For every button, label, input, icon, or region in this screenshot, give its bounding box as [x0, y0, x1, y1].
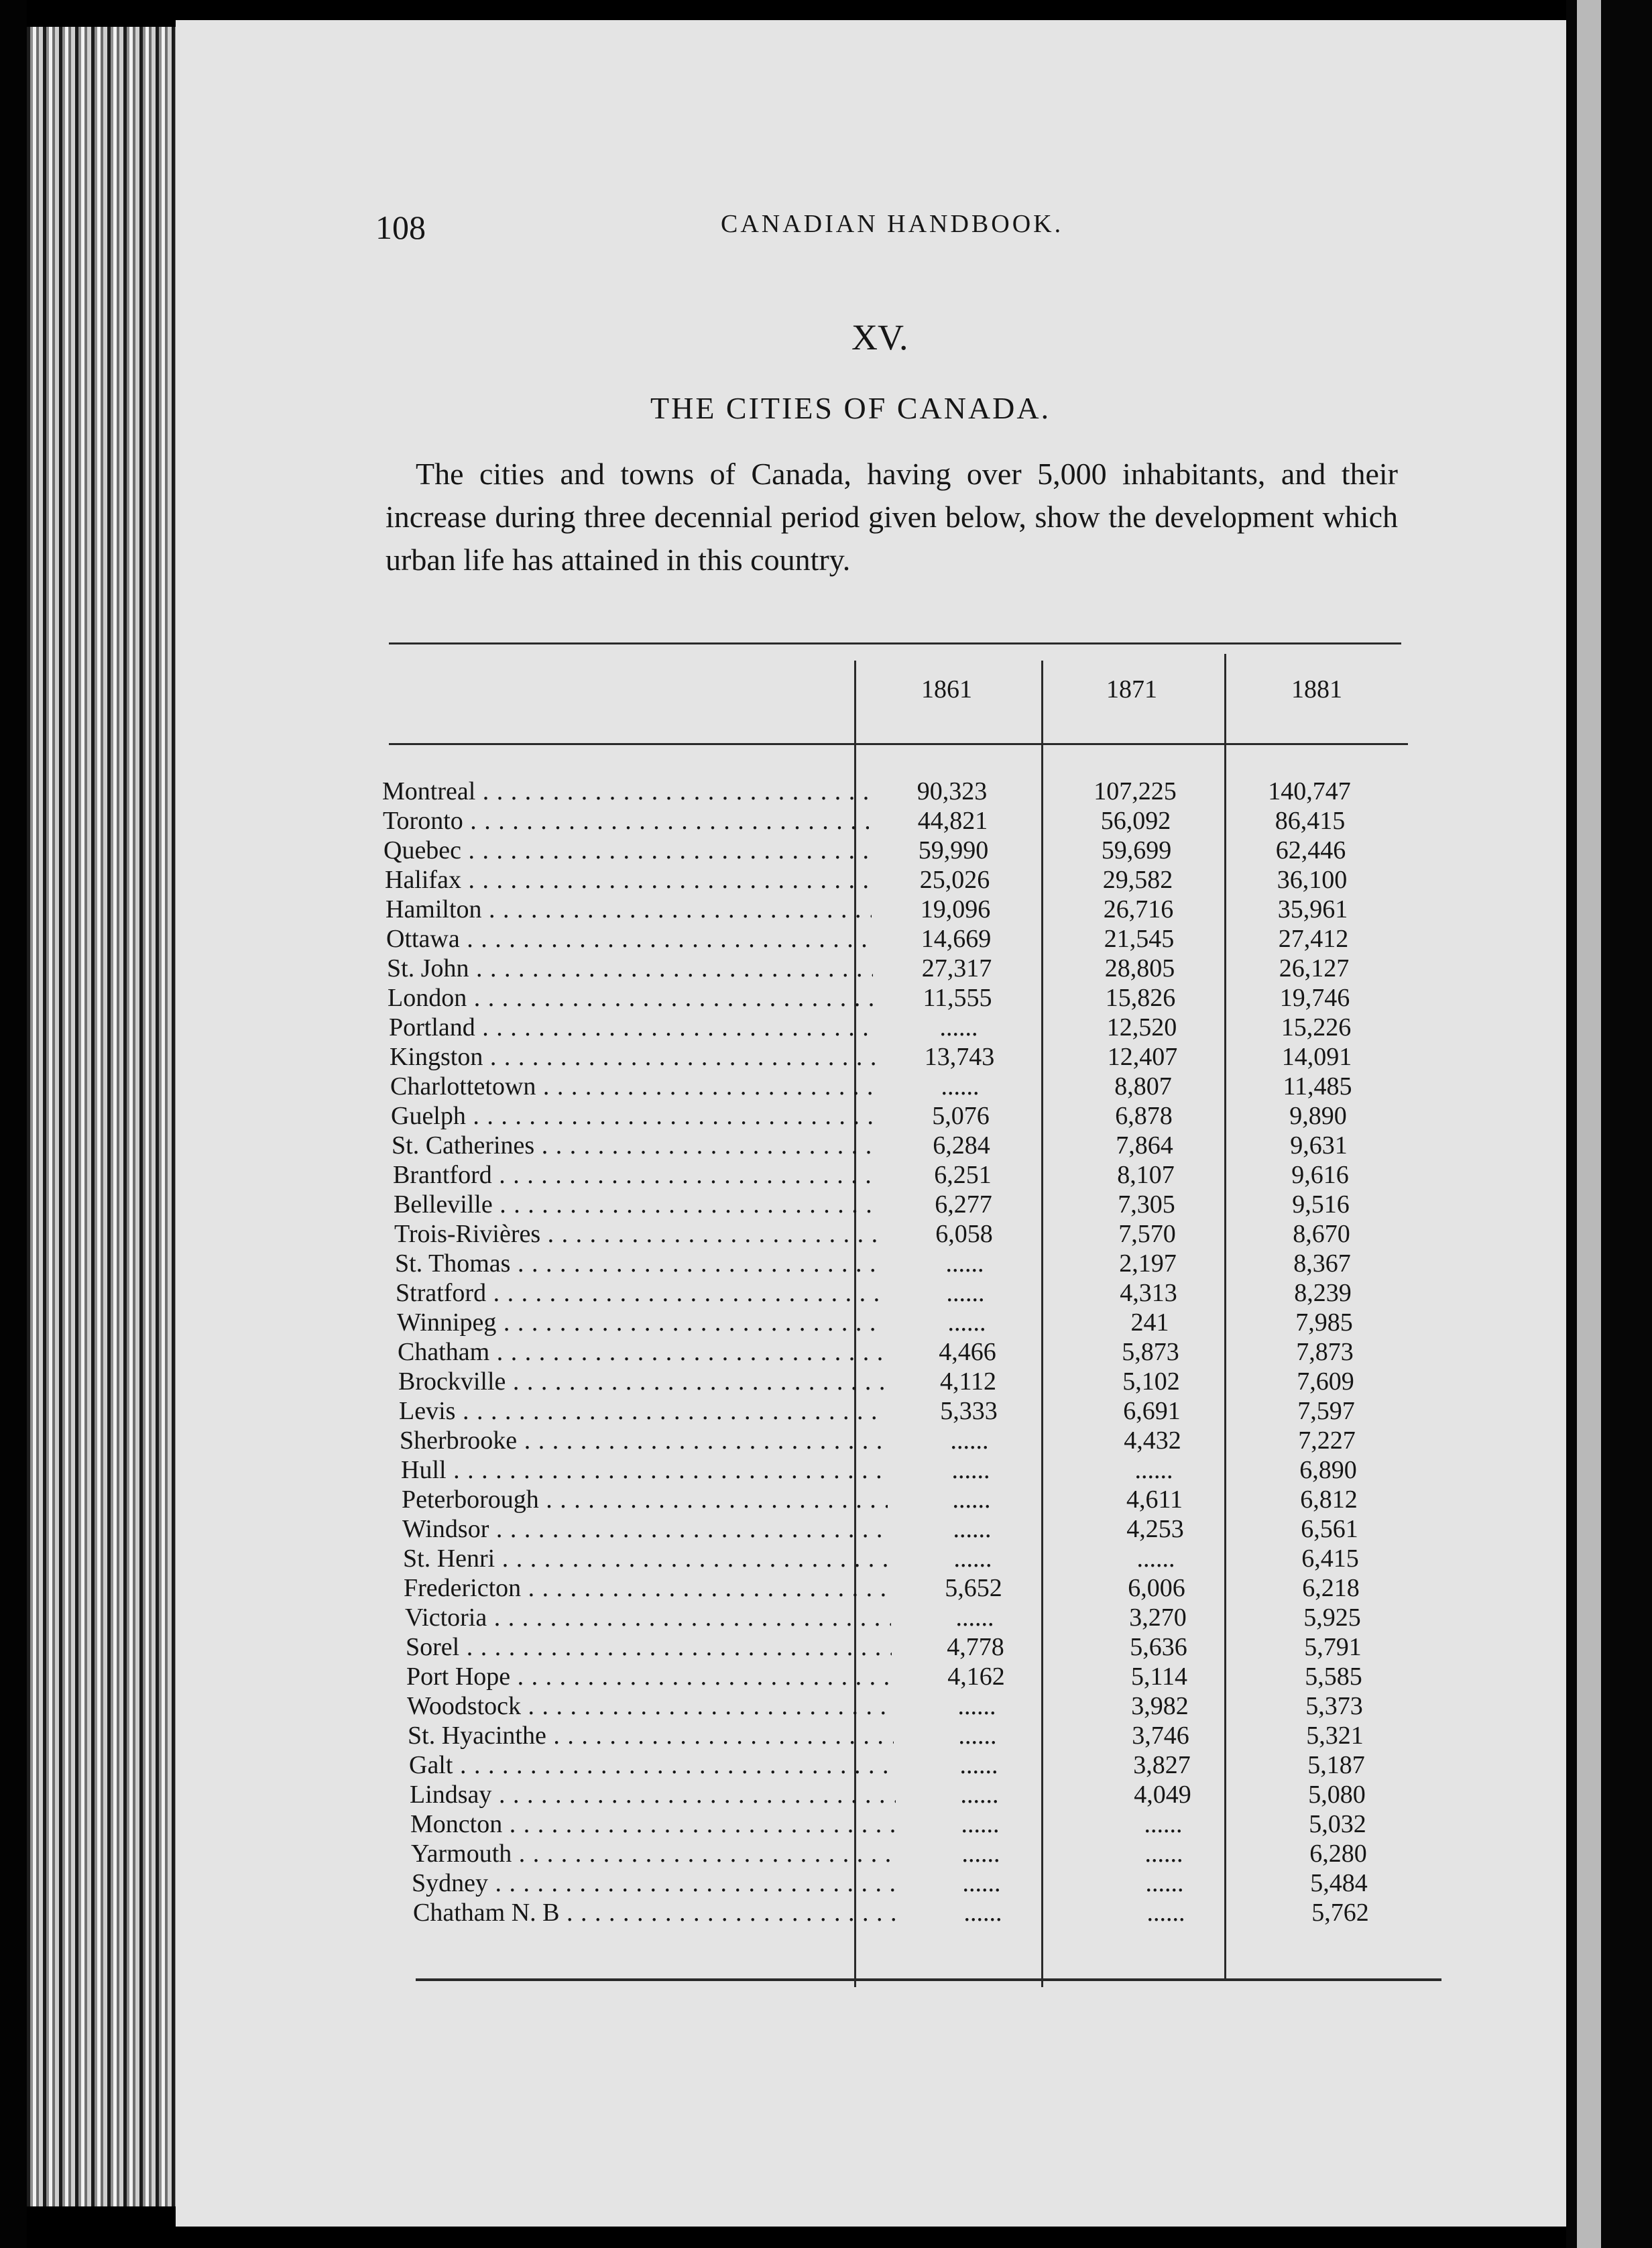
table-row	[407, 1691, 1455, 1721]
value-1881: 8,367	[1293, 1249, 1351, 1278]
table-row	[393, 1160, 1455, 1190]
city-name: Port Hope . . .	[406, 1662, 892, 1691]
value-1881: 5,321	[1306, 1722, 1364, 1750]
value-1871: 4,432	[1124, 1426, 1181, 1455]
value-1871: 5,114	[1130, 1663, 1188, 1691]
city-name: Peterborough . . .	[402, 1485, 888, 1514]
value-1871: 7,864	[1116, 1131, 1173, 1160]
value-1871: 3,746	[1132, 1722, 1189, 1750]
value-1871: ......	[1144, 1840, 1183, 1868]
section-title: THE CITIES OF CANADA.	[650, 391, 1051, 425]
value-1881: 6,561	[1301, 1515, 1358, 1543]
value-1871: 3,982	[1131, 1692, 1189, 1720]
value-1881: 9,890	[1289, 1102, 1347, 1130]
city-name: Charlottetown . . .	[390, 1072, 876, 1101]
table-row	[388, 983, 1455, 1013]
value-1881: 7,873	[1296, 1338, 1354, 1366]
value-1881: 35,961	[1277, 895, 1348, 923]
page-number: 108	[375, 209, 426, 246]
city-name: Hamilton . . .	[386, 895, 872, 924]
city-name: St. Catherines . . .	[392, 1131, 878, 1160]
city-name: Winnipeg . . .	[397, 1308, 883, 1337]
value-1871: 6,691	[1123, 1397, 1181, 1425]
value-1871: 107,225	[1094, 777, 1177, 805]
value-1871: ......	[1145, 1869, 1184, 1897]
value-1861: 6,251	[934, 1161, 992, 1189]
value-1871: 59,699	[1101, 836, 1172, 864]
city-name: Stratford . . .	[396, 1278, 882, 1308]
city-name: St. Thomas . . .	[395, 1249, 881, 1278]
value-1861: ......	[963, 1899, 1002, 1927]
value-1871: 2,197	[1119, 1249, 1177, 1278]
column-header-1861: 1861	[921, 675, 972, 704]
value-1871: 12,407	[1107, 1043, 1178, 1071]
value-1881: 5,484	[1310, 1869, 1368, 1897]
table-row	[412, 1868, 1455, 1898]
table-row	[386, 895, 1455, 924]
value-1881: 7,985	[1295, 1308, 1353, 1337]
city-name: Victoria . . .	[405, 1603, 891, 1632]
city-name: Montreal . . .	[382, 777, 868, 806]
table-row	[394, 1190, 1455, 1219]
value-1881: 5,585	[1305, 1663, 1362, 1691]
value-1881: 6,890	[1299, 1456, 1357, 1484]
value-1881: 5,791	[1304, 1633, 1362, 1661]
value-1861: 4,778	[947, 1633, 1004, 1661]
value-1861: 5,652	[945, 1574, 1002, 1602]
table-row	[406, 1662, 1455, 1691]
value-1861: ......	[945, 1249, 984, 1278]
value-1871: 29,582	[1102, 866, 1173, 894]
value-1861: ......	[959, 1751, 998, 1779]
value-1881: 5,925	[1303, 1604, 1361, 1632]
city-name: Galt . . .	[409, 1750, 895, 1780]
table-row	[404, 1573, 1455, 1603]
value-1881: 62,446	[1275, 836, 1346, 864]
value-1861: 4,162	[947, 1663, 1005, 1691]
city-name: Moncton . . .	[410, 1809, 896, 1839]
value-1861: 90,323	[917, 777, 988, 805]
table-row	[402, 1514, 1455, 1544]
value-1881: 86,415	[1275, 807, 1346, 835]
value-1861: ......	[960, 1781, 999, 1809]
value-1871: 12,520	[1106, 1013, 1177, 1042]
table-row	[386, 924, 1455, 954]
city-name: Toronto . . .	[383, 806, 869, 836]
value-1861: 6,277	[935, 1190, 992, 1219]
value-1881: 9,616	[1291, 1161, 1349, 1189]
table-row	[390, 1042, 1455, 1072]
table-row	[383, 806, 1455, 836]
value-1861: ......	[958, 1722, 997, 1750]
table-row	[408, 1721, 1455, 1750]
table-row	[405, 1603, 1455, 1632]
value-1861: 4,466	[939, 1338, 996, 1366]
value-1881: 27,412	[1278, 925, 1349, 953]
city-name: Portland . . .	[389, 1013, 875, 1042]
value-1871: 26,716	[1103, 895, 1174, 923]
city-name: Guelph . . .	[391, 1101, 877, 1131]
value-1861: ......	[961, 1810, 1000, 1838]
value-1881: 26,127	[1279, 954, 1350, 982]
city-name: St. John . . .	[387, 954, 873, 983]
value-1881: 6,415	[1301, 1544, 1359, 1573]
value-1871: 4,611	[1126, 1485, 1183, 1514]
table-row	[392, 1131, 1455, 1160]
value-1861: ......	[941, 1072, 980, 1101]
value-1881: 140,747	[1268, 777, 1351, 805]
table-row	[401, 1455, 1455, 1485]
value-1881: 19,746	[1279, 984, 1350, 1012]
population-table-body	[382, 777, 1455, 1927]
value-1881: 8,670	[1293, 1220, 1350, 1248]
value-1871: ......	[1136, 1544, 1175, 1573]
value-1871: 4,049	[1134, 1781, 1191, 1809]
city-name: Brockville . . .	[398, 1367, 884, 1396]
value-1881: 5,080	[1308, 1781, 1366, 1809]
table-row	[387, 954, 1455, 983]
value-1871: 5,873	[1122, 1338, 1179, 1366]
value-1871: 7,570	[1118, 1220, 1176, 1248]
value-1861: 5,076	[932, 1102, 990, 1130]
table-top-rule	[389, 642, 1401, 644]
table-row	[391, 1101, 1455, 1131]
value-1861: 44,821	[917, 807, 988, 835]
column-header-1881: 1881	[1291, 675, 1342, 704]
value-1881: 5,032	[1309, 1810, 1366, 1838]
table-row	[411, 1839, 1455, 1868]
value-1871: 8,107	[1117, 1161, 1175, 1189]
table-row	[409, 1750, 1455, 1780]
value-1871: 6,878	[1115, 1102, 1173, 1130]
page-edges	[27, 27, 178, 2206]
value-1881: 6,812	[1300, 1485, 1358, 1514]
value-1871: 8,807	[1114, 1072, 1172, 1101]
value-1861: 11,555	[923, 984, 992, 1012]
value-1871: ......	[1144, 1810, 1183, 1838]
value-1871: 15,826	[1105, 984, 1176, 1012]
city-name: London . . .	[388, 983, 874, 1013]
value-1871: 28,805	[1104, 954, 1175, 982]
table-row	[390, 1072, 1455, 1101]
value-1881: 6,218	[1302, 1574, 1360, 1602]
city-name: Levis . . .	[399, 1396, 885, 1426]
value-1861: ......	[951, 1456, 990, 1484]
value-1861: 19,096	[920, 895, 991, 923]
value-1881: 36,100	[1277, 866, 1348, 894]
value-1861: ......	[947, 1308, 986, 1337]
city-name: Sorel . . .	[406, 1632, 892, 1662]
value-1871: 21,545	[1104, 925, 1175, 953]
value-1871: 4,253	[1126, 1515, 1184, 1543]
value-1861: ......	[957, 1692, 996, 1720]
city-name: Yarmouth . . .	[411, 1839, 897, 1868]
facing-page-strip	[1577, 0, 1601, 2248]
city-name: Chatham . . .	[398, 1337, 884, 1367]
value-1881: 7,597	[1297, 1397, 1355, 1425]
table-row	[396, 1278, 1455, 1308]
city-name: Fredericton . . .	[404, 1573, 890, 1603]
value-1861: 25,026	[919, 866, 990, 894]
value-1861: ......	[946, 1279, 985, 1307]
city-name: Halifax . . .	[385, 865, 871, 895]
value-1871: 3,827	[1133, 1751, 1191, 1779]
value-1871: 5,636	[1130, 1633, 1187, 1661]
running-head: CANADIAN HANDBOOK.	[721, 210, 1064, 238]
value-1861: 27,317	[921, 954, 992, 982]
value-1861: 59,990	[918, 836, 989, 864]
column-header-1871: 1871	[1106, 675, 1157, 704]
table-row	[403, 1544, 1455, 1573]
table-row	[384, 836, 1455, 865]
table-row	[400, 1426, 1455, 1455]
city-name: Sydney . . .	[412, 1868, 898, 1898]
value-1861: ......	[952, 1485, 991, 1514]
table-header-rule	[389, 743, 1408, 745]
value-1881: 14,091	[1281, 1043, 1352, 1071]
table-bottom-rule	[416, 1978, 1441, 1981]
city-name: Chatham N. B . . .	[413, 1898, 899, 1927]
value-1881: 11,485	[1283, 1072, 1352, 1101]
value-1861: ......	[953, 1515, 992, 1543]
city-name: Brantford . . .	[393, 1160, 879, 1190]
city-name: Trois-Rivières . . .	[394, 1219, 880, 1249]
value-1881: 5,187	[1307, 1751, 1365, 1779]
value-1871: 3,270	[1129, 1604, 1187, 1632]
table-row	[410, 1809, 1455, 1839]
value-1871: 6,006	[1128, 1574, 1185, 1602]
value-1871: 7,305	[1118, 1190, 1175, 1219]
value-1861: ......	[939, 1013, 978, 1042]
value-1861: 6,058	[935, 1220, 993, 1248]
book-spine-left	[0, 0, 27, 2248]
value-1861: 4,112	[939, 1367, 997, 1396]
section-number: XV.	[851, 317, 908, 357]
table-row	[394, 1219, 1455, 1249]
value-1861: ......	[961, 1840, 1000, 1868]
value-1881: 5,762	[1311, 1899, 1369, 1927]
city-name: Hull . . .	[401, 1455, 887, 1485]
table-row	[389, 1013, 1455, 1042]
table-row	[398, 1337, 1455, 1367]
value-1881: 15,226	[1281, 1013, 1352, 1042]
table-row	[406, 1632, 1455, 1662]
value-1881: 8,239	[1294, 1279, 1352, 1307]
city-name: Kingston . . .	[390, 1042, 876, 1072]
city-name: Lindsay . . .	[410, 1780, 896, 1809]
value-1881: 7,227	[1298, 1426, 1356, 1455]
table-row	[398, 1367, 1455, 1396]
value-1861: 6,284	[933, 1131, 990, 1160]
city-name: St. Henri . . .	[403, 1544, 889, 1573]
table-row	[397, 1308, 1455, 1337]
value-1871: ......	[1146, 1899, 1185, 1927]
city-name: Woodstock . . .	[407, 1691, 893, 1721]
table-row	[395, 1249, 1455, 1278]
value-1871: 241	[1130, 1308, 1169, 1337]
city-name: Quebec . . .	[384, 836, 870, 865]
value-1861: 14,669	[921, 925, 992, 953]
value-1861: 5,333	[940, 1397, 998, 1425]
value-1871: ......	[1134, 1456, 1173, 1484]
value-1861: 13,743	[924, 1043, 995, 1071]
city-name: Sherbrooke . . .	[400, 1426, 886, 1455]
city-name: Belleville . . .	[394, 1190, 880, 1219]
table-row	[410, 1780, 1455, 1809]
city-name: Ottawa . . .	[386, 924, 872, 954]
value-1871: 5,102	[1122, 1367, 1180, 1396]
value-1861: ......	[955, 1604, 994, 1632]
value-1871: 4,313	[1120, 1279, 1177, 1307]
value-1881: 6,280	[1309, 1840, 1367, 1868]
value-1881: 7,609	[1297, 1367, 1354, 1396]
value-1881: 9,516	[1292, 1190, 1350, 1219]
table-row	[413, 1898, 1455, 1927]
value-1861: ......	[962, 1869, 1001, 1897]
table-row	[402, 1485, 1455, 1514]
table-row	[385, 865, 1455, 895]
table-row	[382, 777, 1455, 806]
city-name: Windsor . . .	[402, 1514, 888, 1544]
table-row	[399, 1396, 1455, 1426]
value-1861: ......	[953, 1544, 992, 1573]
city-name: St. Hyacinthe . . .	[408, 1721, 894, 1750]
value-1881: 5,373	[1305, 1692, 1363, 1720]
intro-paragraph: The cities and towns of Canada, having over 5,000 inhabitants, and their increase during three decennial period given below, show the development which urban life has attained in this country.	[386, 457, 1398, 577]
value-1861: ......	[950, 1426, 989, 1455]
value-1871: 56,092	[1100, 807, 1171, 835]
value-1881: 9,631	[1290, 1131, 1348, 1160]
